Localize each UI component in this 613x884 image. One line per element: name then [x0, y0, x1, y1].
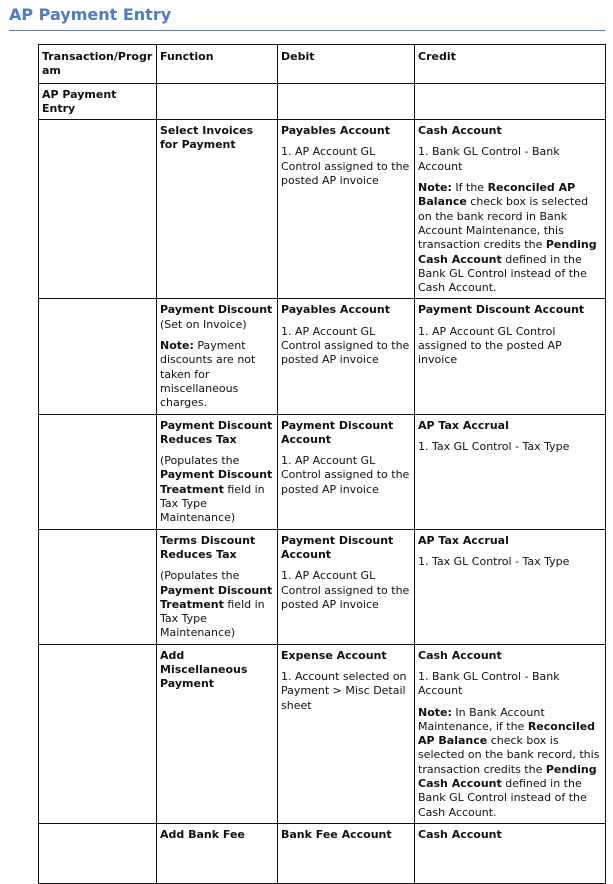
function-cell [157, 529, 278, 644]
credit-cell [415, 529, 606, 644]
debit-cell [278, 823, 415, 883]
section-row [39, 83, 606, 120]
credit-title: Payment Discount Account [418, 303, 585, 317]
debit-cell [278, 299, 415, 414]
table-row [39, 529, 606, 644]
title-rule [9, 30, 605, 31]
debit-text: 1. AP Account GL Control assigned to the posted AP invoice [281, 145, 410, 188]
function-title: Payment Discount Reduces Tax [160, 418, 273, 446]
credit-title: Cash Account [418, 648, 502, 662]
function-title: Terms Discount Reduces Tax [160, 533, 256, 561]
credit-text: 1. AP Account GL Control assigned to the posted AP invoice [418, 324, 562, 367]
function-title: Payment Discount [160, 303, 273, 317]
credit-title: Cash Account [418, 827, 502, 841]
debit-cell [278, 529, 415, 644]
header-transaction: Transaction/Program [39, 45, 157, 84]
credit-title: AP Tax Accrual [418, 533, 509, 547]
table-row [39, 299, 606, 414]
function-sub: (Set on Invoice) [160, 317, 247, 331]
function-populates: (Populates the Payment Discount Treatment field in Tax Type Maintenance) [160, 569, 273, 640]
credit-cell [415, 299, 606, 414]
credit-text: 1. Tax GL Control - Tax Type [418, 439, 570, 453]
debit-title: Payables Account [281, 303, 390, 317]
header-debit: Debit [278, 45, 415, 84]
credit-text: 1. Bank GL Control - Bank Account [418, 145, 560, 173]
function-title: Add Miscellaneous Payment [160, 648, 248, 691]
function-populates: (Populates the Payment Discount Treatment field in Tax Type Maintenance) [160, 454, 273, 525]
debit-text: 1. AP Account GL Control assigned to the posted AP invoice [281, 454, 410, 496]
header-credit: Credit [415, 45, 606, 84]
credit-note: Note: If the Reconciled AP Balance check box is selected on the bank record in Bank Account Maintenance, this transaction credits the Pending Cash Account defined in the Bank GL Control instead of the Cash Account. [418, 181, 597, 295]
section-label: AP Payment Entry [39, 83, 157, 120]
debit-cell [278, 644, 415, 823]
function-cell [157, 414, 278, 529]
debit-text: 1. AP Account GL Control assigned to the posted AP invoice [281, 569, 410, 611]
credit-title: Cash Account [418, 124, 502, 138]
header-function: Function [157, 45, 278, 84]
table-row [39, 823, 606, 883]
function-note: Note: Payment discounts are not taken for miscellaneous charges. [160, 339, 256, 410]
function-title: Add Bank Fee [160, 827, 245, 841]
credit-note: Note: In Bank Account Maintenance, if the Reconciled AP Balance check box is selected on the bank record, this transaction credits the Pending Cash Account defined in the Bank GL Control instead of the Cash Account. [418, 705, 600, 819]
credit-cell [415, 120, 606, 299]
gl-posting-table [38, 44, 606, 884]
credit-cell [415, 823, 606, 883]
function-cell [157, 823, 278, 883]
page-title: AP Payment Entry [9, 5, 172, 24]
debit-title: Payment Discount Account [281, 418, 394, 446]
credit-title: AP Tax Accrual [418, 418, 509, 432]
credit-text: 1. Tax GL Control - Tax Type [418, 554, 570, 568]
function-cell [157, 299, 278, 414]
function-title: Select Invoices for Payment [160, 124, 254, 152]
debit-cell [278, 414, 415, 529]
debit-title: Expense Account [281, 648, 387, 662]
table-row [39, 120, 606, 299]
credit-cell [415, 414, 606, 529]
debit-title: Payment Discount Account [281, 533, 394, 561]
header-row [39, 45, 606, 84]
function-cell [157, 120, 278, 299]
debit-cell [278, 120, 415, 299]
table-row [39, 414, 606, 529]
debit-title: Bank Fee Account [281, 827, 392, 841]
debit-text: 1. AP Account GL Control assigned to the posted AP invoice [281, 324, 410, 367]
function-cell [157, 644, 278, 823]
credit-text: 1. Bank GL Control - Bank Account [418, 669, 560, 698]
debit-title: Payables Account [281, 124, 390, 138]
credit-cell [415, 644, 606, 823]
table-row [39, 644, 606, 823]
debit-text: 1. Account selected on Payment > Misc Detail sheet [281, 669, 407, 712]
